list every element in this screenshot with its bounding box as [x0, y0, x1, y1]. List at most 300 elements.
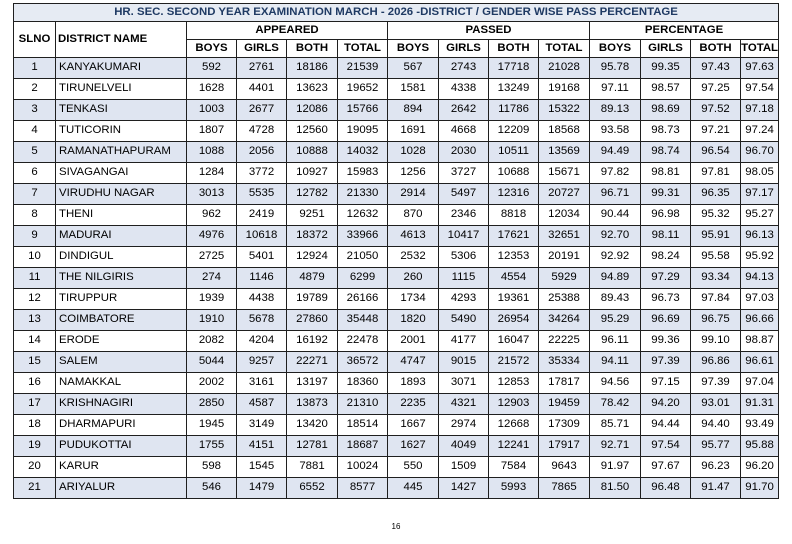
- passed-both-cell: 10688: [489, 163, 539, 184]
- appeared-girls-cell: 5678: [237, 310, 287, 331]
- slno-cell: 14: [14, 331, 56, 352]
- slno-cell: 8: [14, 205, 56, 226]
- percentage-both-cell: 95.91: [691, 226, 741, 247]
- table-row: [14, 184, 779, 205]
- passed-boys-cell: 1691: [388, 121, 439, 142]
- passed-boys-cell: 1627: [388, 436, 439, 457]
- passed-total-header: TOTAL: [539, 40, 590, 58]
- slno-cell: 17: [14, 394, 56, 415]
- passed-boys-cell: 2532: [388, 247, 439, 268]
- percentage-both-cell: 95.58: [691, 247, 741, 268]
- district-cell: KARUR: [56, 457, 187, 478]
- passed-total-cell: 7865: [539, 478, 590, 499]
- passed-total-cell: 21028: [539, 58, 590, 79]
- passed-total-cell: 15322: [539, 100, 590, 121]
- appeared-both-cell: 12782: [287, 184, 338, 205]
- appeared-both-cell: 13623: [287, 79, 338, 100]
- percentage-total-cell: 96.61: [741, 352, 779, 373]
- passed-both-cell: 21572: [489, 352, 539, 373]
- passed-boys-cell: 1734: [388, 289, 439, 310]
- slno-cell: 15: [14, 352, 56, 373]
- percentage-girls-cell: 98.74: [641, 142, 691, 163]
- appeared-boys-cell: 1910: [187, 310, 237, 331]
- appeared-girls-cell: 5535: [237, 184, 287, 205]
- appeared-total-cell: 15983: [338, 163, 388, 184]
- appeared-total-cell: 35448: [338, 310, 388, 331]
- appeared-total-header: TOTAL: [338, 40, 388, 58]
- percentage-total-cell: 95.88: [741, 436, 779, 457]
- appeared-both-cell: 27860: [287, 310, 338, 331]
- appeared-both-cell: 12781: [287, 436, 338, 457]
- appeared-boys-cell: 5044: [187, 352, 237, 373]
- appeared-boys-cell: 1807: [187, 121, 237, 142]
- passed-boys-cell: 567: [388, 58, 439, 79]
- appeared-both-cell: 4879: [287, 268, 338, 289]
- slno-cell: 5: [14, 142, 56, 163]
- district-cell: ARIYALUR: [56, 478, 187, 499]
- passed-girls-cell: 1509: [439, 457, 489, 478]
- passed-both-cell: 10511: [489, 142, 539, 163]
- passed-both-cell: 12903: [489, 394, 539, 415]
- district-cell: TENKASI: [56, 100, 187, 121]
- slno-cell: 7: [14, 184, 56, 205]
- slno-cell: 12: [14, 289, 56, 310]
- passed-girls-cell: 4049: [439, 436, 489, 457]
- percentage-both-cell: 94.40: [691, 415, 741, 436]
- appeared-total-cell: 36572: [338, 352, 388, 373]
- percentage-both-cell: 97.21: [691, 121, 741, 142]
- passed-both-cell: 12241: [489, 436, 539, 457]
- appeared-girls-cell: 10618: [237, 226, 287, 247]
- passed-both-cell: 12209: [489, 121, 539, 142]
- passed-boys-cell: 894: [388, 100, 439, 121]
- appeared-girls-header: GIRLS: [237, 40, 287, 58]
- percentage-boys-cell: 92.92: [590, 247, 641, 268]
- appeared-both-cell: 12924: [287, 247, 338, 268]
- table-row: [14, 310, 779, 331]
- passed-both-cell: 11786: [489, 100, 539, 121]
- appeared-girls-cell: 4587: [237, 394, 287, 415]
- table-row: [14, 457, 779, 478]
- table-row: [14, 331, 779, 352]
- appeared-both-cell: 12560: [287, 121, 338, 142]
- passed-boys-cell: 445: [388, 478, 439, 499]
- percentage-girls-cell: 94.20: [641, 394, 691, 415]
- passed-girls-cell: 4668: [439, 121, 489, 142]
- district-cell: TUTICORIN: [56, 121, 187, 142]
- slno-cell: 20: [14, 457, 56, 478]
- appeared-total-cell: 18687: [338, 436, 388, 457]
- appeared-boys-cell: 1939: [187, 289, 237, 310]
- appeared-boys-cell: 3013: [187, 184, 237, 205]
- percentage-boys-cell: 94.89: [590, 268, 641, 289]
- appeared-total-cell: 33966: [338, 226, 388, 247]
- slno-cell: 6: [14, 163, 56, 184]
- district-cell: SIVAGANGAI: [56, 163, 187, 184]
- appeared-boys-cell: 592: [187, 58, 237, 79]
- appeared-total-cell: 14032: [338, 142, 388, 163]
- appeared-group-header: APPEARED: [187, 22, 388, 40]
- appeared-girls-cell: 3149: [237, 415, 287, 436]
- passed-both-cell: 8818: [489, 205, 539, 226]
- percentage-girls-cell: 97.15: [641, 373, 691, 394]
- appeared-boys-cell: 1284: [187, 163, 237, 184]
- appeared-girls-cell: 1479: [237, 478, 287, 499]
- percentage-boys-cell: 89.13: [590, 100, 641, 121]
- table-row: [14, 205, 779, 226]
- slno-cell: 13: [14, 310, 56, 331]
- appeared-total-cell: 22478: [338, 331, 388, 352]
- appeared-boys-cell: 1003: [187, 100, 237, 121]
- passed-total-cell: 15671: [539, 163, 590, 184]
- appeared-total-cell: 26166: [338, 289, 388, 310]
- appeared-girls-cell: 1545: [237, 457, 287, 478]
- slno-cell: 2: [14, 79, 56, 100]
- percentage-both-cell: 96.35: [691, 184, 741, 205]
- appeared-both-cell: 13420: [287, 415, 338, 436]
- passed-boys-cell: 260: [388, 268, 439, 289]
- passed-boys-cell: 1581: [388, 79, 439, 100]
- percentage-total-cell: 98.87: [741, 331, 779, 352]
- table-title: HR. SEC. SECOND YEAR EXAMINATION MARCH - 2026 -DISTRICT / GENDER WISE PASS PERCENTAGE: [14, 4, 779, 22]
- passed-both-cell: 5993: [489, 478, 539, 499]
- appeared-both-header: BOTH: [287, 40, 338, 58]
- percentage-boys-cell: 94.11: [590, 352, 641, 373]
- passed-total-cell: 5929: [539, 268, 590, 289]
- percentage-girls-cell: 99.31: [641, 184, 691, 205]
- appeared-boys-cell: 1755: [187, 436, 237, 457]
- percentage-boys-cell: 97.11: [590, 79, 641, 100]
- percentage-girls-cell: 97.29: [641, 268, 691, 289]
- appeared-boys-cell: 4976: [187, 226, 237, 247]
- table-row: [14, 142, 779, 163]
- slno-cell: 18: [14, 415, 56, 436]
- appeared-boys-cell: 598: [187, 457, 237, 478]
- appeared-boys-cell: 1945: [187, 415, 237, 436]
- passed-boys-cell: 2001: [388, 331, 439, 352]
- appeared-both-cell: 22271: [287, 352, 338, 373]
- appeared-total-cell: 19095: [338, 121, 388, 142]
- table-row: [14, 478, 779, 499]
- appeared-boys-cell: 1088: [187, 142, 237, 163]
- passed-both-cell: 7584: [489, 457, 539, 478]
- passed-boys-cell: 4747: [388, 352, 439, 373]
- appeared-girls-cell: 4151: [237, 436, 287, 457]
- percentage-both-cell: 93.34: [691, 268, 741, 289]
- passed-girls-cell: 3071: [439, 373, 489, 394]
- results-sheet: [13, 3, 779, 499]
- district-cell: NAMAKKAL: [56, 373, 187, 394]
- percentage-girls-cell: 99.36: [641, 331, 691, 352]
- appeared-girls-cell: 5401: [237, 247, 287, 268]
- slno-header: SLNO: [14, 22, 56, 58]
- percentage-boys-cell: 97.82: [590, 163, 641, 184]
- passed-girls-cell: 3727: [439, 163, 489, 184]
- passed-girls-cell: 2642: [439, 100, 489, 121]
- passed-both-cell: 12853: [489, 373, 539, 394]
- slno-cell: 11: [14, 268, 56, 289]
- table-row: [14, 247, 779, 268]
- passed-total-cell: 20191: [539, 247, 590, 268]
- appeared-total-cell: 21539: [338, 58, 388, 79]
- slno-cell: 1: [14, 58, 56, 79]
- passed-girls-cell: 10417: [439, 226, 489, 247]
- passed-total-cell: 13569: [539, 142, 590, 163]
- passed-total-cell: 25388: [539, 289, 590, 310]
- appeared-total-cell: 18360: [338, 373, 388, 394]
- passed-girls-cell: 2743: [439, 58, 489, 79]
- percentage-boys-cell: 93.58: [590, 121, 641, 142]
- percentage-boys-cell: 81.50: [590, 478, 641, 499]
- percentage-both-cell: 96.75: [691, 310, 741, 331]
- table-row: [14, 289, 779, 310]
- passed-girls-cell: 5497: [439, 184, 489, 205]
- district-cell: THENI: [56, 205, 187, 226]
- passed-girls-cell: 4338: [439, 79, 489, 100]
- district-cell: VIRUDHU NAGAR: [56, 184, 187, 205]
- passed-boys-cell: 1820: [388, 310, 439, 331]
- passed-both-cell: 4554: [489, 268, 539, 289]
- appeared-total-cell: 21050: [338, 247, 388, 268]
- percentage-both-header: BOTH: [691, 40, 741, 58]
- passed-total-cell: 19168: [539, 79, 590, 100]
- percentage-total-cell: 96.70: [741, 142, 779, 163]
- table-row: [14, 352, 779, 373]
- slno-cell: 21: [14, 478, 56, 499]
- percentage-boys-cell: 90.44: [590, 205, 641, 226]
- percentage-both-cell: 97.43: [691, 58, 741, 79]
- percentage-girls-cell: 98.81: [641, 163, 691, 184]
- passed-girls-cell: 5306: [439, 247, 489, 268]
- appeared-boys-cell: 2082: [187, 331, 237, 352]
- appeared-total-cell: 12632: [338, 205, 388, 226]
- appeared-total-cell: 15766: [338, 100, 388, 121]
- district-cell: RAMANATHAPURAM: [56, 142, 187, 163]
- passed-total-cell: 12034: [539, 205, 590, 226]
- percentage-both-cell: 93.01: [691, 394, 741, 415]
- percentage-total-cell: 97.24: [741, 121, 779, 142]
- appeared-girls-cell: 4438: [237, 289, 287, 310]
- district-cell: MADURAI: [56, 226, 187, 247]
- slno-cell: 19: [14, 436, 56, 457]
- district-cell: DINDIGUL: [56, 247, 187, 268]
- passed-girls-cell: 4177: [439, 331, 489, 352]
- appeared-both-cell: 18372: [287, 226, 338, 247]
- district-cell: DHARMAPURI: [56, 415, 187, 436]
- appeared-both-cell: 9251: [287, 205, 338, 226]
- appeared-girls-cell: 4204: [237, 331, 287, 352]
- percentage-boys-cell: 89.43: [590, 289, 641, 310]
- percentage-boys-cell: 94.56: [590, 373, 641, 394]
- percentage-both-cell: 97.81: [691, 163, 741, 184]
- appeared-boys-cell: 962: [187, 205, 237, 226]
- passed-girls-cell: 1427: [439, 478, 489, 499]
- appeared-total-cell: 8577: [338, 478, 388, 499]
- appeared-both-cell: 6552: [287, 478, 338, 499]
- percentage-total-cell: 97.04: [741, 373, 779, 394]
- table-row: [14, 79, 779, 100]
- appeared-boys-cell: 2725: [187, 247, 237, 268]
- passed-total-cell: 18568: [539, 121, 590, 142]
- passed-both-header: BOTH: [489, 40, 539, 58]
- table-row: [14, 100, 779, 121]
- passed-boys-cell: 1028: [388, 142, 439, 163]
- appeared-both-cell: 7881: [287, 457, 338, 478]
- table-row: [14, 58, 779, 79]
- percentage-both-cell: 96.86: [691, 352, 741, 373]
- percentage-total-cell: 93.49: [741, 415, 779, 436]
- appeared-both-cell: 19789: [287, 289, 338, 310]
- table-row: [14, 226, 779, 247]
- appeared-total-cell: 21310: [338, 394, 388, 415]
- percentage-girls-cell: 96.98: [641, 205, 691, 226]
- district-header: DISTRICT NAME: [56, 22, 187, 58]
- passed-girls-cell: 5490: [439, 310, 489, 331]
- slno-cell: 4: [14, 121, 56, 142]
- percentage-boys-cell: 96.71: [590, 184, 641, 205]
- passed-both-cell: 12316: [489, 184, 539, 205]
- percentage-total-cell: 96.20: [741, 457, 779, 478]
- percentage-total-cell: 98.05: [741, 163, 779, 184]
- slno-cell: 3: [14, 100, 56, 121]
- appeared-boys-header: BOYS: [187, 40, 237, 58]
- percentage-girls-cell: 96.73: [641, 289, 691, 310]
- district-cell: COIMBATORE: [56, 310, 187, 331]
- percentage-both-cell: 95.32: [691, 205, 741, 226]
- table-body: [14, 58, 779, 499]
- passed-total-cell: 20727: [539, 184, 590, 205]
- table-row: [14, 373, 779, 394]
- passed-both-cell: 17718: [489, 58, 539, 79]
- passed-boys-cell: 870: [388, 205, 439, 226]
- appeared-total-cell: 6299: [338, 268, 388, 289]
- appeared-boys-cell: 2850: [187, 394, 237, 415]
- percentage-total-cell: 91.70: [741, 478, 779, 499]
- appeared-both-cell: 10888: [287, 142, 338, 163]
- appeared-total-cell: 10024: [338, 457, 388, 478]
- percentage-girls-cell: 97.67: [641, 457, 691, 478]
- appeared-girls-cell: 9257: [237, 352, 287, 373]
- percentage-girls-cell: 96.48: [641, 478, 691, 499]
- percentage-girls-cell: 94.44: [641, 415, 691, 436]
- percentage-girls-cell: 97.39: [641, 352, 691, 373]
- percentage-total-cell: 97.17: [741, 184, 779, 205]
- passed-girls-header: GIRLS: [439, 40, 489, 58]
- passed-girls-cell: 4321: [439, 394, 489, 415]
- passed-both-cell: 26954: [489, 310, 539, 331]
- passed-boys-cell: 2235: [388, 394, 439, 415]
- passed-total-cell: 17917: [539, 436, 590, 457]
- percentage-girls-cell: 97.54: [641, 436, 691, 457]
- passed-girls-cell: 9015: [439, 352, 489, 373]
- percentage-boys-cell: 95.29: [590, 310, 641, 331]
- passed-both-cell: 12353: [489, 247, 539, 268]
- appeared-girls-cell: 2677: [237, 100, 287, 121]
- percentage-girls-cell: 99.35: [641, 58, 691, 79]
- district-cell: KRISHNAGIRI: [56, 394, 187, 415]
- district-cell: ERODE: [56, 331, 187, 352]
- appeared-girls-cell: 3161: [237, 373, 287, 394]
- percentage-total-cell: 96.66: [741, 310, 779, 331]
- percentage-total-cell: 91.31: [741, 394, 779, 415]
- table-row: [14, 394, 779, 415]
- slno-cell: 16: [14, 373, 56, 394]
- percentage-total-cell: 97.63: [741, 58, 779, 79]
- appeared-both-cell: 10927: [287, 163, 338, 184]
- passed-total-cell: 32651: [539, 226, 590, 247]
- passed-both-cell: 19361: [489, 289, 539, 310]
- pass-percentage-table: [13, 3, 779, 499]
- percentage-both-cell: 97.52: [691, 100, 741, 121]
- appeared-boys-cell: 546: [187, 478, 237, 499]
- appeared-both-cell: 18186: [287, 58, 338, 79]
- percentage-group-header: PERCENTAGE: [590, 22, 779, 40]
- percentage-girls-cell: 98.57: [641, 79, 691, 100]
- percentage-total-cell: 97.18: [741, 100, 779, 121]
- appeared-girls-cell: 4401: [237, 79, 287, 100]
- percentage-girls-header: GIRLS: [641, 40, 691, 58]
- passed-total-cell: 17817: [539, 373, 590, 394]
- percentage-both-cell: 97.25: [691, 79, 741, 100]
- percentage-both-cell: 97.39: [691, 373, 741, 394]
- appeared-girls-cell: 3772: [237, 163, 287, 184]
- appeared-girls-cell: 2761: [237, 58, 287, 79]
- table-row: [14, 415, 779, 436]
- percentage-total-cell: 97.54: [741, 79, 779, 100]
- appeared-both-cell: 16192: [287, 331, 338, 352]
- percentage-boys-cell: 85.71: [590, 415, 641, 436]
- table-row: [14, 121, 779, 142]
- passed-boys-cell: 1893: [388, 373, 439, 394]
- passed-total-cell: 22225: [539, 331, 590, 352]
- passed-both-cell: 12668: [489, 415, 539, 436]
- appeared-both-cell: 12086: [287, 100, 338, 121]
- passed-total-cell: 34264: [539, 310, 590, 331]
- passed-boys-cell: 1667: [388, 415, 439, 436]
- percentage-boys-cell: 96.11: [590, 331, 641, 352]
- appeared-girls-cell: 4728: [237, 121, 287, 142]
- passed-girls-cell: 4293: [439, 289, 489, 310]
- percentage-girls-cell: 98.73: [641, 121, 691, 142]
- appeared-girls-cell: 2056: [237, 142, 287, 163]
- percentage-boys-cell: 92.71: [590, 436, 641, 457]
- district-cell: TIRUNELVELI: [56, 79, 187, 100]
- percentage-both-cell: 97.84: [691, 289, 741, 310]
- table-row: [14, 268, 779, 289]
- percentage-boys-cell: 92.70: [590, 226, 641, 247]
- percentage-both-cell: 96.23: [691, 457, 741, 478]
- percentage-both-cell: 96.54: [691, 142, 741, 163]
- appeared-boys-cell: 274: [187, 268, 237, 289]
- district-cell: TIRUPPUR: [56, 289, 187, 310]
- district-cell: THE NILGIRIS: [56, 268, 187, 289]
- percentage-both-cell: 99.10: [691, 331, 741, 352]
- passed-both-cell: 17621: [489, 226, 539, 247]
- appeared-girls-cell: 1146: [237, 268, 287, 289]
- percentage-girls-cell: 98.69: [641, 100, 691, 121]
- passed-both-cell: 13249: [489, 79, 539, 100]
- percentage-boys-cell: 95.78: [590, 58, 641, 79]
- table-row: [14, 163, 779, 184]
- appeared-girls-cell: 2419: [237, 205, 287, 226]
- percentage-total-cell: 95.27: [741, 205, 779, 226]
- passed-boys-cell: 1256: [388, 163, 439, 184]
- passed-girls-cell: 2974: [439, 415, 489, 436]
- appeared-boys-cell: 2002: [187, 373, 237, 394]
- passed-girls-cell: 1115: [439, 268, 489, 289]
- passed-total-cell: 19459: [539, 394, 590, 415]
- percentage-boys-cell: 78.42: [590, 394, 641, 415]
